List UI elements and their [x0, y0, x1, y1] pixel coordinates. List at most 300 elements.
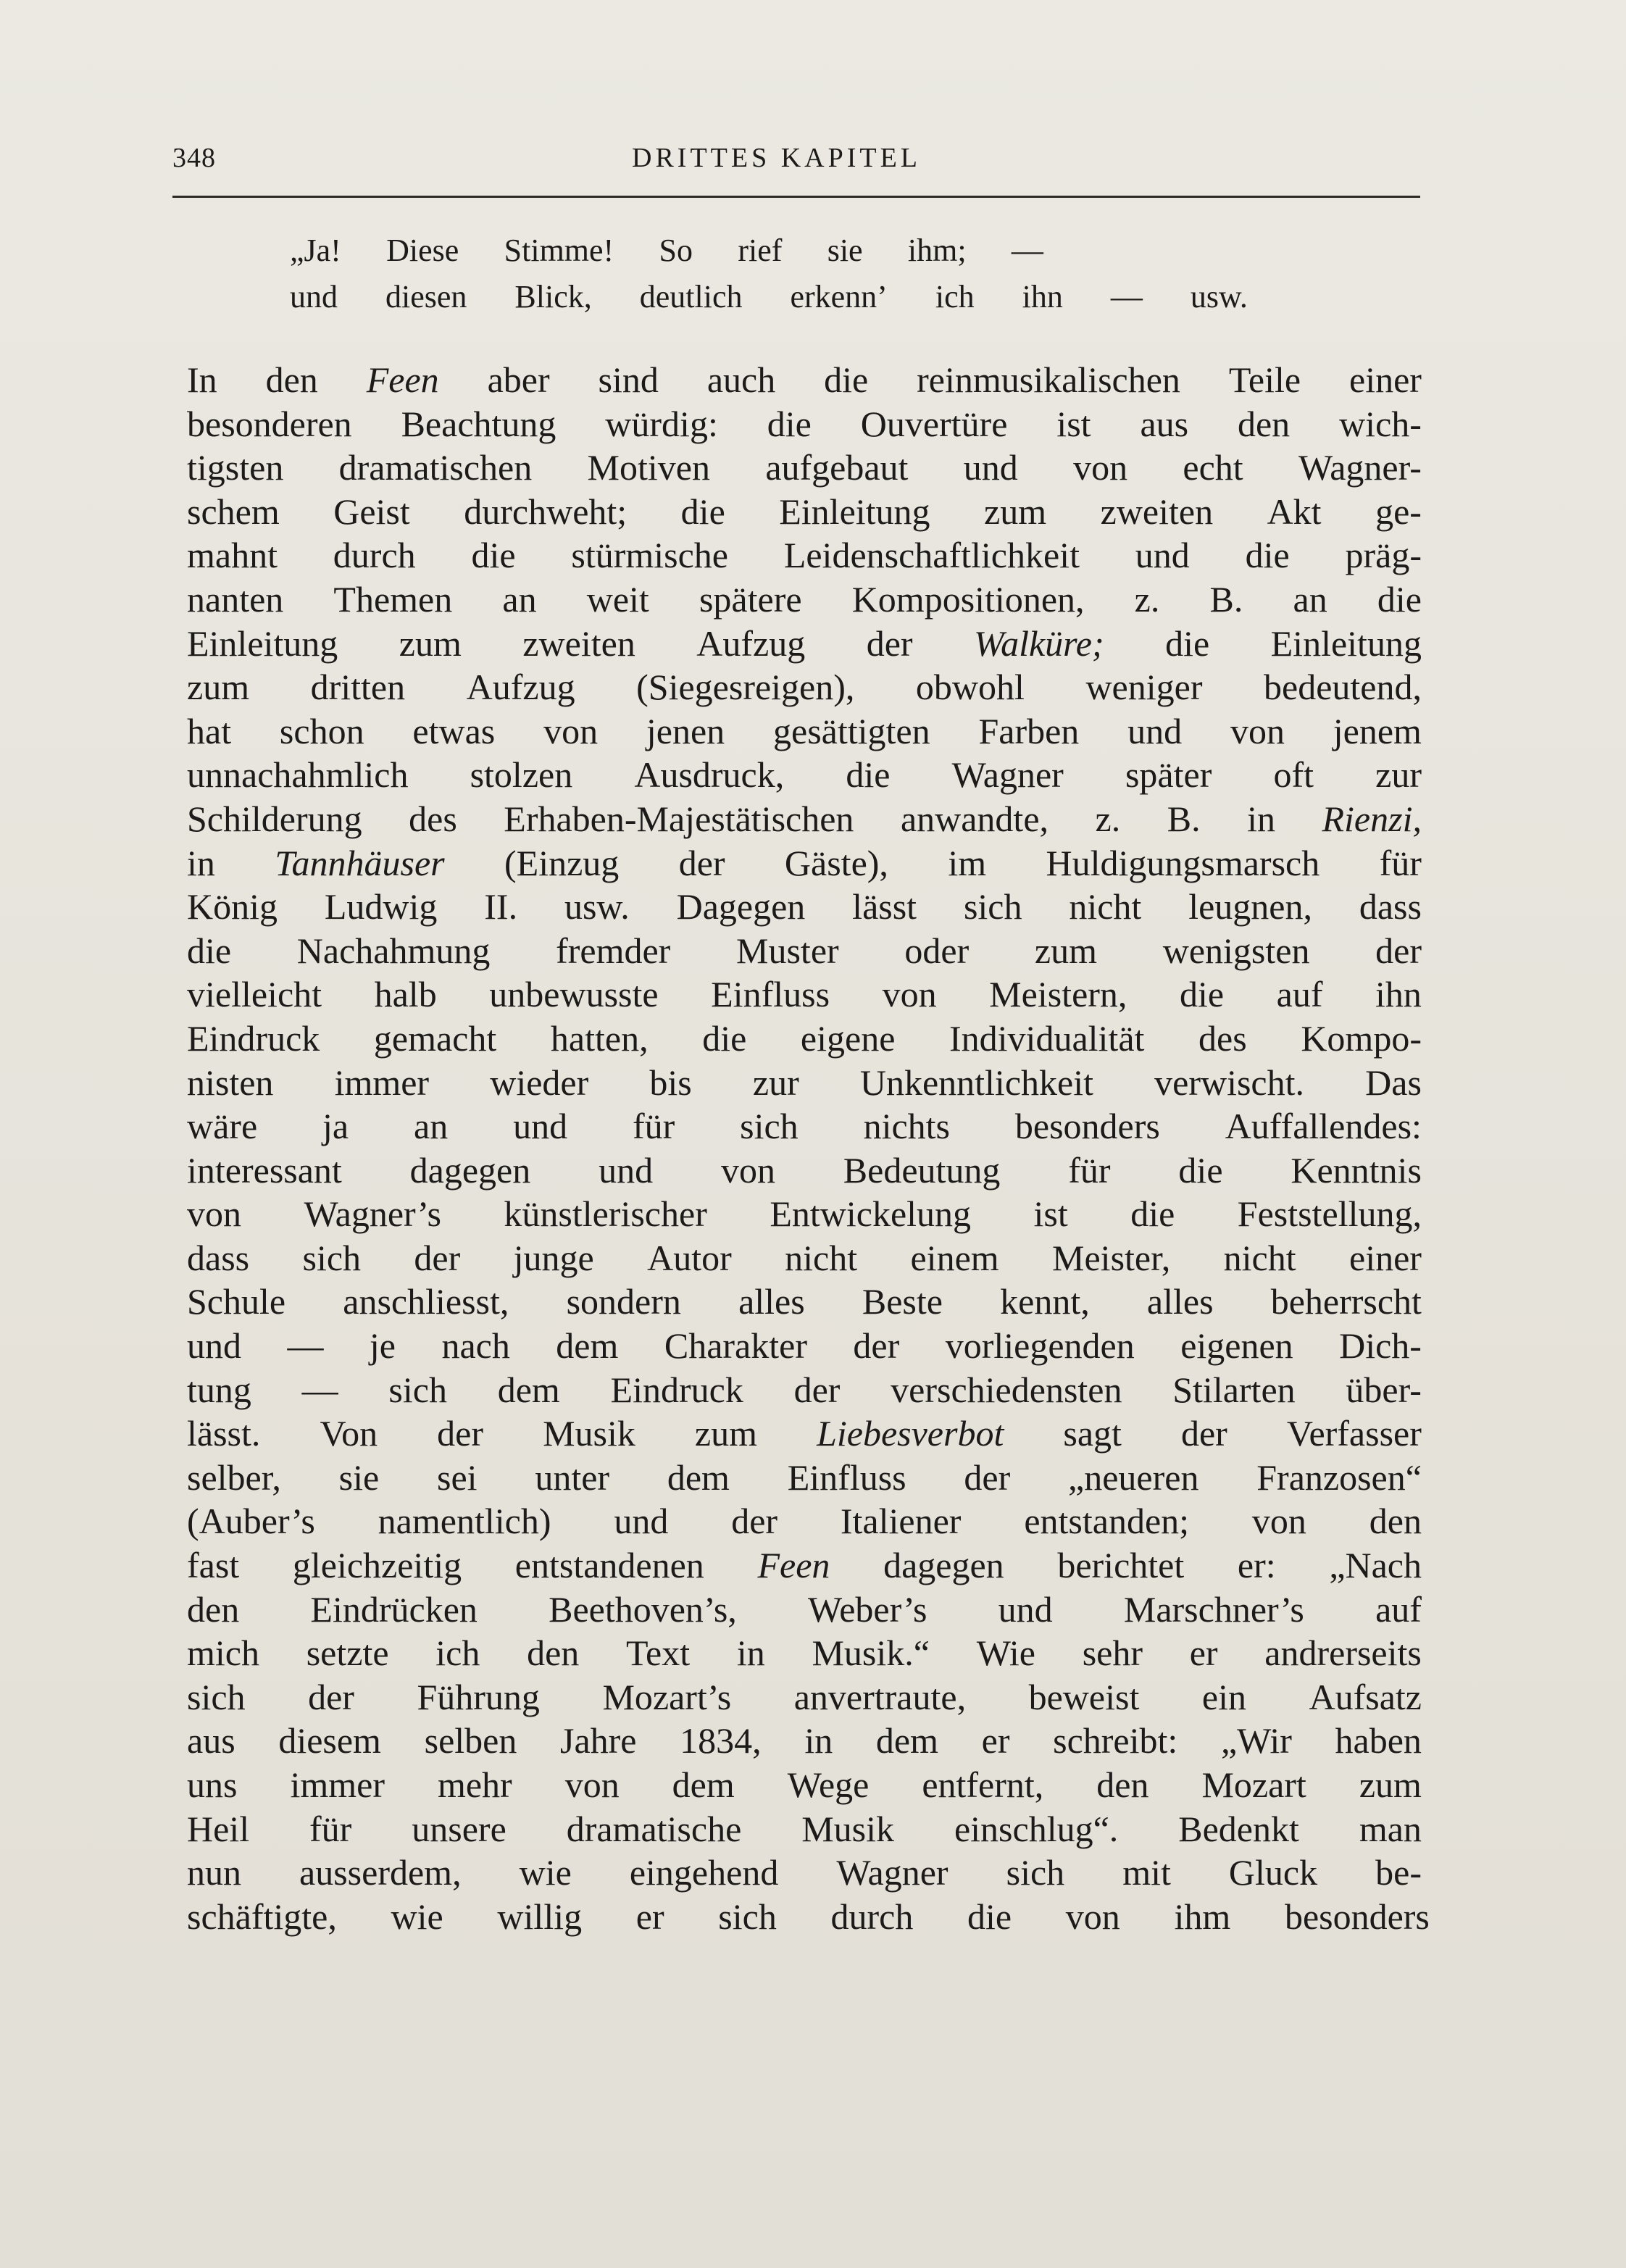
word: Ausdruck, — [634, 754, 785, 796]
word: Aufsatz — [1309, 1676, 1422, 1717]
word: aber — [487, 359, 550, 400]
word: nun — [187, 1852, 241, 1893]
word: Unkenntlichkeit — [859, 1062, 1093, 1103]
word: Bedeutung — [843, 1149, 1001, 1191]
word: würdig: — [605, 403, 718, 444]
word: präg- — [1345, 535, 1422, 576]
word: Muster — [736, 930, 839, 971]
text-line — [187, 1895, 1430, 1939]
word: ausserdem, — [299, 1852, 462, 1893]
word: zum — [399, 622, 462, 664]
text-line — [187, 1719, 1422, 1763]
word: dramatischen — [338, 447, 533, 488]
word: „Wir — [1220, 1720, 1292, 1762]
word: die — [1130, 1193, 1175, 1235]
word: (Einzug — [504, 842, 620, 883]
word: an — [502, 578, 537, 620]
word: vielleicht — [187, 974, 322, 1015]
word: Heil — [187, 1808, 250, 1849]
word: oft — [1273, 754, 1314, 796]
word: die — [1165, 622, 1210, 664]
word: mehr — [437, 1764, 512, 1805]
word: der — [731, 1501, 778, 1542]
word: sich — [718, 1896, 777, 1937]
word: zum — [984, 491, 1047, 532]
word: den — [1237, 403, 1291, 444]
word: eingehend — [629, 1852, 779, 1893]
word: usw. — [1190, 279, 1248, 314]
word: alles — [1146, 1281, 1214, 1322]
word: anschliesst, — [343, 1281, 509, 1322]
word: gesättigten — [773, 710, 930, 751]
word: die — [702, 1017, 747, 1059]
word: er — [1189, 1633, 1218, 1674]
word: er: — [1237, 1545, 1276, 1586]
word: unbewusste — [489, 974, 659, 1015]
word: und — [998, 1588, 1053, 1630]
word: Musik — [801, 1808, 895, 1849]
word: Italiener — [840, 1501, 962, 1542]
word: im — [948, 842, 987, 883]
word: Aufzug — [466, 667, 575, 708]
word: Dagegen — [676, 886, 806, 927]
word: Nachahmung — [296, 930, 491, 971]
word: sich — [740, 1106, 799, 1147]
word: der — [1375, 930, 1422, 971]
word: König — [187, 886, 278, 927]
word: Teile — [1228, 359, 1301, 400]
text-line — [187, 1368, 1422, 1412]
word: weniger — [1085, 667, 1203, 708]
word: Erhaben-Majestätischen — [504, 798, 854, 839]
word: Gäste), — [784, 842, 888, 883]
word: Eindruck — [187, 1017, 320, 1059]
word: sei — [437, 1456, 478, 1498]
word: die — [187, 930, 232, 971]
word: Tannhäuser — [275, 842, 445, 883]
word: bis — [649, 1062, 692, 1103]
word: aus — [1140, 403, 1189, 444]
word: den — [265, 359, 318, 400]
word: verwischt. — [1154, 1062, 1305, 1103]
word: Leidenschaftlichkeit — [783, 535, 1080, 576]
word: von — [1065, 1896, 1120, 1937]
word: Musik — [543, 1413, 635, 1454]
text-line — [187, 841, 1422, 885]
word: — — [1011, 233, 1043, 268]
text-line — [187, 1763, 1422, 1807]
word: auch — [706, 359, 776, 400]
word: Motiven — [587, 447, 710, 488]
word: nisten — [187, 1062, 274, 1103]
text-line — [187, 1543, 1422, 1588]
word: Bedenkt — [1178, 1808, 1299, 1849]
word: Weber’s — [808, 1588, 927, 1630]
word: zum — [1034, 930, 1098, 971]
word: „Ja! — [290, 233, 341, 268]
word: von — [1073, 447, 1128, 488]
word: der — [964, 1456, 1011, 1498]
word: von — [543, 710, 599, 751]
word: der — [437, 1413, 484, 1454]
word: vorliegenden — [945, 1325, 1135, 1367]
word: entstandenen — [514, 1545, 704, 1586]
word: der — [414, 1237, 461, 1278]
word: 1834, — [680, 1720, 762, 1762]
word: (Siegesreigen), — [636, 667, 855, 708]
word: Geist — [333, 491, 410, 532]
word: von — [720, 1149, 775, 1191]
word: sagt — [1063, 1413, 1122, 1454]
word: dramatische — [566, 1808, 742, 1849]
word: Ouvertüre — [860, 403, 1008, 444]
word: deutlich — [639, 279, 743, 314]
word: obwohl — [915, 667, 1025, 708]
word: der — [866, 622, 913, 664]
word: und — [599, 1149, 654, 1191]
text-line — [187, 709, 1422, 754]
word: wenigsten — [1162, 930, 1310, 971]
word: Gluck — [1228, 1852, 1318, 1893]
word: „neueren — [1068, 1456, 1199, 1498]
word: den — [1369, 1501, 1422, 1542]
word: der — [793, 1369, 841, 1410]
word: und — [1135, 535, 1190, 576]
word: immer — [334, 1062, 430, 1103]
word: die — [471, 535, 516, 576]
word: ist — [1056, 403, 1091, 444]
word: tung — [187, 1369, 251, 1410]
word: rief — [738, 233, 783, 268]
word: den — [1096, 1764, 1149, 1805]
word: von — [564, 1764, 620, 1805]
word: dass — [1359, 886, 1422, 927]
text-line — [187, 1324, 1422, 1368]
word: in — [736, 1633, 765, 1674]
text-line — [187, 358, 1422, 402]
word: Feststellung, — [1237, 1193, 1422, 1235]
word: ja — [322, 1106, 349, 1147]
word: nanten — [187, 578, 284, 620]
word: Feen — [366, 359, 439, 400]
running-head: DRITTES KAPITEL — [632, 143, 922, 173]
word: sehr — [1082, 1633, 1143, 1674]
word: weit — [586, 578, 649, 620]
word: Auffallendes: — [1225, 1106, 1422, 1147]
word: Blick, — [514, 279, 592, 314]
word: ihn — [1375, 974, 1422, 1015]
word: ihm — [1174, 1896, 1231, 1937]
word: Kenntnis — [1291, 1149, 1422, 1191]
text-line — [187, 929, 1422, 973]
word: für — [1379, 842, 1422, 883]
word: unnachahmlich — [187, 754, 409, 796]
word: der — [1180, 1413, 1227, 1454]
word: Beethoven’s, — [549, 1588, 737, 1630]
word: ich — [935, 279, 975, 314]
word: „Nach — [1329, 1545, 1422, 1586]
word: man — [1359, 1808, 1422, 1849]
word: Schilderung — [187, 798, 362, 839]
word: Wie — [976, 1633, 1035, 1674]
word: ist — [1033, 1193, 1068, 1235]
word: diesen — [385, 279, 467, 314]
word: Rienzi, — [1322, 798, 1422, 839]
verse-line — [290, 228, 1043, 274]
word: beweist — [1028, 1676, 1140, 1717]
text-line — [187, 972, 1422, 1017]
word: den — [527, 1633, 580, 1674]
word: nicht — [785, 1237, 858, 1278]
word: beherrscht — [1270, 1281, 1422, 1322]
text-line — [187, 1631, 1422, 1675]
word: dem — [672, 1764, 735, 1805]
word: schäftigte, — [187, 1896, 337, 1937]
text-line — [187, 753, 1422, 797]
text-line — [187, 1456, 1422, 1500]
verse-quote — [290, 228, 1275, 320]
word: eigene — [800, 1017, 896, 1059]
text-line — [187, 578, 1422, 622]
word: wie — [391, 1896, 443, 1937]
word: Autor — [647, 1237, 732, 1278]
word: sich — [1006, 1852, 1065, 1893]
word: er — [981, 1720, 1010, 1762]
word: Individualität — [949, 1017, 1145, 1059]
text-line — [187, 446, 1422, 490]
text-line — [187, 1588, 1422, 1632]
word: von — [1230, 710, 1285, 751]
word: von — [1251, 1501, 1306, 1542]
word: die — [767, 403, 812, 444]
word: nicht — [1069, 886, 1142, 927]
word: schon — [279, 710, 364, 751]
word: und — [290, 279, 338, 314]
word: zweiten — [1100, 491, 1214, 532]
text-line — [187, 1412, 1422, 1456]
word: Wagner’s — [304, 1193, 441, 1235]
word: Einleitung — [779, 491, 930, 532]
text-line — [187, 490, 1422, 534]
word: sie — [827, 233, 863, 268]
word: Beste — [862, 1281, 943, 1322]
word: sind — [598, 359, 659, 400]
word: Text — [625, 1633, 691, 1674]
word: selben — [424, 1720, 517, 1762]
word: Franzosen“ — [1256, 1456, 1422, 1498]
word: ihm; — [907, 233, 967, 268]
word: die — [1179, 974, 1225, 1015]
word: Einleitung — [187, 622, 338, 664]
word: und — [187, 1325, 241, 1367]
body-text — [187, 358, 1430, 1938]
text-line — [187, 1851, 1422, 1895]
word: So — [659, 233, 693, 268]
word: zur — [1375, 754, 1422, 796]
word: Mozart — [1201, 1764, 1306, 1805]
word: einer — [1349, 1237, 1422, 1278]
word: dem — [667, 1456, 730, 1498]
word: sich — [187, 1676, 246, 1717]
word: Diese — [386, 233, 459, 268]
word: Von — [320, 1413, 378, 1454]
word: Einfluss — [787, 1456, 906, 1498]
text-line — [187, 1675, 1422, 1719]
word: (Auber’s — [187, 1501, 315, 1542]
word: dem — [556, 1325, 619, 1367]
word: reinmusikalischen — [917, 359, 1180, 400]
word: Walküre; — [974, 622, 1104, 664]
word: dem — [497, 1369, 560, 1410]
word: die — [680, 491, 725, 532]
word: setzte — [306, 1633, 389, 1674]
word: uns — [187, 1764, 238, 1805]
word: Schule — [187, 1281, 286, 1322]
word: wich- — [1339, 403, 1422, 444]
word: schem — [187, 491, 280, 532]
word: Jahre — [560, 1720, 637, 1762]
page-number: 348 — [172, 143, 216, 173]
word: B. — [1209, 578, 1243, 620]
word: Wege — [787, 1764, 870, 1805]
word: zum — [187, 667, 250, 708]
word: tigsten — [187, 447, 284, 488]
word: wäre — [187, 1106, 258, 1147]
word: durch — [830, 1896, 914, 1937]
word: die — [846, 754, 891, 796]
word: Charakter — [664, 1325, 807, 1367]
word: ich — [435, 1633, 480, 1674]
word: sie — [338, 1456, 380, 1498]
word: er — [635, 1896, 664, 1937]
word: Das — [1365, 1062, 1422, 1103]
word: dagegen — [883, 1545, 1004, 1586]
word: besonders — [1014, 1106, 1160, 1147]
word: ein — [1201, 1676, 1246, 1717]
text-line — [187, 885, 1422, 929]
word: Liebesverbot — [817, 1413, 1004, 1454]
text-line — [187, 1499, 1422, 1543]
word: etwas — [412, 710, 496, 751]
word: Stilarten — [1172, 1369, 1296, 1410]
word: Marschner’s — [1123, 1588, 1304, 1630]
word: wieder — [490, 1062, 589, 1103]
word: Dich- — [1339, 1325, 1422, 1367]
word: II. — [484, 886, 518, 927]
word: B. — [1167, 798, 1201, 839]
word: die — [1245, 535, 1290, 576]
word: berichtet — [1057, 1545, 1185, 1586]
text-line — [187, 622, 1422, 666]
word: Huldigungsmarsch — [1046, 842, 1320, 883]
word: leugnen, — [1188, 886, 1312, 927]
word: Meistern, — [989, 974, 1127, 1015]
word: Meister, — [1052, 1237, 1171, 1278]
word: dass — [187, 1237, 250, 1278]
word: Mozart’s — [602, 1676, 732, 1717]
word: durchweht; — [464, 491, 628, 532]
word: Verfasser — [1286, 1413, 1422, 1454]
text-line — [187, 665, 1422, 709]
word: gleichzeitig — [292, 1545, 462, 1586]
word: bedeutend, — [1264, 667, 1422, 708]
word: Eindrücken — [310, 1588, 478, 1630]
word: andrerseits — [1264, 1633, 1422, 1674]
word: oder — [904, 930, 970, 971]
text-line — [187, 1104, 1422, 1148]
word: kennt, — [1000, 1281, 1090, 1322]
word: sondern — [566, 1281, 681, 1322]
word: in — [1247, 798, 1275, 839]
word: fast — [187, 1545, 240, 1586]
word: Kompositionen, — [851, 578, 1085, 620]
word: eigenen — [1180, 1325, 1293, 1367]
word: und — [614, 1501, 669, 1542]
word: an — [414, 1106, 449, 1147]
word: mit — [1122, 1852, 1171, 1893]
word: lässt — [852, 886, 917, 927]
word: z. — [1134, 578, 1160, 620]
word: unsere — [412, 1808, 506, 1849]
word: die — [824, 359, 869, 400]
word: diesem — [278, 1720, 381, 1762]
word: interessant — [187, 1149, 342, 1191]
word: für — [1068, 1149, 1111, 1191]
word: willig — [497, 1896, 583, 1937]
word: fremder — [556, 930, 671, 971]
word: besonders — [1284, 1896, 1430, 1937]
word: aus — [187, 1720, 235, 1762]
word: des — [409, 798, 457, 839]
word: von — [882, 974, 937, 1015]
word: einem — [910, 1237, 999, 1278]
word: und — [513, 1106, 568, 1147]
word: gemacht — [373, 1017, 497, 1059]
text-line — [187, 1236, 1422, 1280]
word: Führung — [417, 1676, 540, 1717]
word: z. — [1095, 798, 1121, 839]
header-rule — [172, 196, 1420, 198]
word: dritten — [310, 667, 406, 708]
word: entstanden; — [1024, 1501, 1190, 1542]
word: be- — [1375, 1852, 1422, 1893]
word: für — [309, 1808, 352, 1849]
word: stürmische — [571, 535, 728, 576]
word: anwandte, — [900, 798, 1049, 839]
word: junge — [513, 1237, 594, 1278]
word: nach — [441, 1325, 510, 1367]
word: wie — [519, 1852, 572, 1893]
word: auf — [1375, 1588, 1422, 1630]
word: unter — [535, 1456, 610, 1498]
word: aufgebaut — [765, 447, 909, 488]
word: der — [678, 842, 725, 883]
word: hat — [187, 710, 232, 751]
word: des — [1198, 1017, 1247, 1059]
word: spätere — [699, 578, 802, 620]
word: für — [632, 1106, 675, 1147]
word: von — [187, 1193, 241, 1235]
word: zweiten — [522, 622, 635, 664]
word: Feen — [757, 1545, 830, 1586]
word: namentlich) — [378, 1501, 551, 1542]
word: einschlug“. — [954, 1808, 1119, 1849]
word: durch — [333, 535, 416, 576]
word: hatten, — [550, 1017, 649, 1059]
word: nichts — [863, 1106, 950, 1147]
text-line — [187, 1192, 1422, 1236]
word: Wagner — [836, 1852, 948, 1893]
